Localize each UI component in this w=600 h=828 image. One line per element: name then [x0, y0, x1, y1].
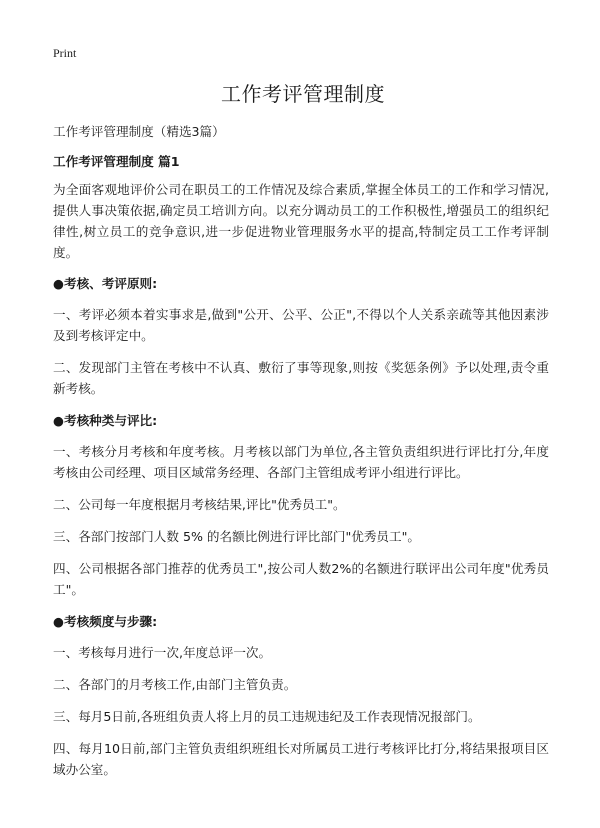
types-heading: ●考核种类与评比: — [53, 413, 158, 428]
frequency-item: 三、每月5日前,各班组负责人将上月的员工违规违纪及工作表现情况报部门。 — [53, 709, 481, 724]
print-label: Print — [53, 46, 77, 60]
types-item: 一、考核分月考核和年度考核。月考核以部门为单位,各主管负责组织进行评比打分,年度考核由公司经理、项目区域常务经理、各部门主管组成考评小组进行评比。 — [53, 444, 549, 480]
principles-item: 一、考评必须本着实事求是,做到"公开、公平、公正",不得以个人关系亲疏等其他因素涉及到考核评定中。 — [53, 307, 549, 343]
types-item: 三、各部门按部门人数 5% 的名额比例进行评比部门"优秀员工"。 — [53, 529, 421, 544]
types-item: 二、公司每一年度根据月考核结果,评比"优秀员工"。 — [53, 497, 346, 512]
frequency-item: 四、每月10日前,部门主管负责组织班组长对所属员工进行考核评比打分,将结果报项目区域办公室。 — [53, 741, 549, 777]
frequency-item: 一、考核每月进行一次,年度总评一次。 — [53, 645, 272, 660]
principles-heading: ●考核、考评原则: — [53, 276, 158, 291]
document-body — [53, 121, 549, 791]
principles-item: 二、发现部门主管在考核中不认真、敷衍了事等现象,则按《奖惩条例》予以处理,责令重新考核。 — [53, 360, 549, 396]
section-heading: 工作考评管理制度 篇1 — [53, 154, 180, 169]
document-subtitle: 工作考评管理制度（精选3篇） — [53, 124, 225, 139]
intro-paragraph: 为全面客观地评价公司在职员工的工作情况及综合素质,掌握全体员工的工作和学习情况,提供人事决策依据,确定员工培训方向。以充分调动员工的工作积极性,增强员工的组织纪律性,树立员工的竞争意识,进一步促进物业管理服务水平的提高,特制定员工工作考评制度。 — [53, 182, 549, 260]
frequency-item: 二、各部门的月考核工作,由部门主管负责。 — [53, 677, 297, 692]
page-title: 工作考评管理制度 — [221, 82, 385, 106]
types-item: 四、公司根据各部门推荐的优秀员工",按公司人数2%的名额进行联评出公司年度"优秀员工"。 — [53, 561, 549, 597]
frequency-heading: ●考核频度与步骤: — [53, 614, 158, 629]
